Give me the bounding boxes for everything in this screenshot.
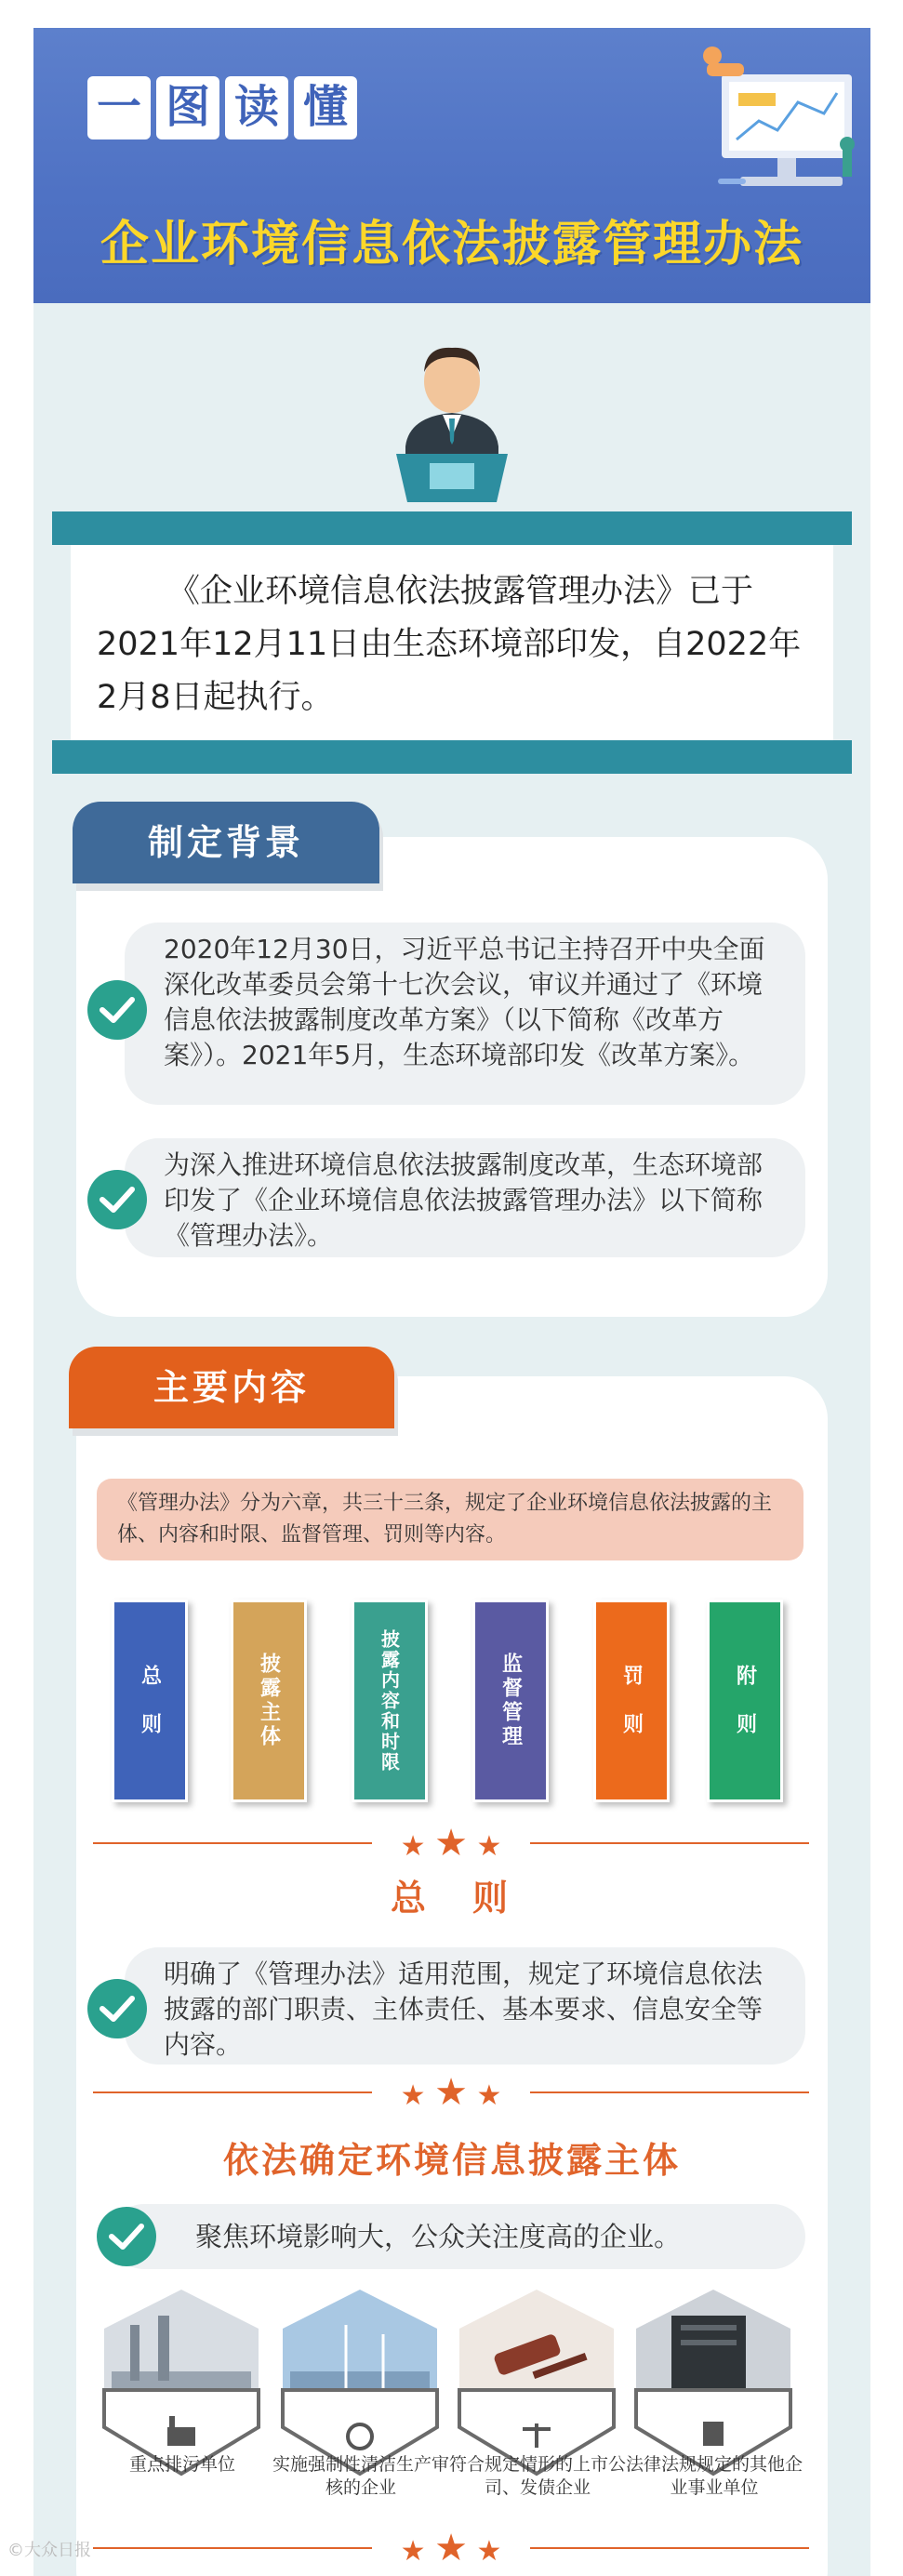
general-text: 明确了《管理办法》适用范围，规定了环境信息依法披露的部门职责、主体责任、基本要求、信息安全等内容。	[164, 1959, 764, 2060]
header-banner	[33, 28, 870, 303]
intro-card	[71, 545, 833, 740]
star-divider: ★ ★ ★	[93, 2074, 809, 2111]
subjects-bullet	[112, 2204, 805, 2269]
background-bullet	[125, 1138, 805, 1257]
chapter-supervision: 监督管理	[472, 1600, 549, 1802]
infographic-page	[33, 28, 870, 2576]
badge-char: 读	[225, 76, 288, 139]
check-icon	[97, 2207, 156, 2266]
check-icon	[87, 1170, 147, 1229]
building-icon	[703, 2422, 724, 2446]
content-section-tab: 主要内容	[69, 1347, 394, 1428]
badge-char: 图	[156, 76, 219, 139]
star-divider: ★ ★ ★	[93, 1825, 809, 1862]
watermark: ©大众日报	[7, 2541, 91, 2560]
background-bullet-text: 为深入推进环境信息依法披露制度改革，生态环境部印发了《企业环境信息依法披露管理办法》以下简称《管理办法》。	[164, 1149, 764, 1251]
chapter-general: 总 则	[112, 1600, 188, 1802]
background-section-tab: 制定背景	[73, 802, 379, 883]
subject-label: 符合规定情形的上市公司、发债企业	[448, 2454, 626, 2498]
speaker-podium-illustration	[396, 344, 508, 502]
subject-label: 法律法规规定的其他企业事业单位	[625, 2454, 803, 2498]
content-note: 《管理办法》分为六章，共三十三条，规定了企业环境信息依法披露的主体、内容和时限、监督管理、罚则等内容。	[97, 1479, 803, 1560]
general-title: 总 则	[390, 1878, 513, 1919]
chapter-penalties: 罚 则	[593, 1600, 670, 1802]
chapter-content-timing: 披露内容和时限	[352, 1600, 428, 1802]
subjects-title: 依法确定环境信息披露主体	[222, 2140, 681, 2181]
subject-label: 重点排污单位	[128, 2454, 235, 2475]
check-icon	[87, 980, 147, 1040]
general-bullet	[125, 1947, 805, 2065]
subject-label: 实施强制性清洁生产审核的企业	[272, 2454, 449, 2498]
intro-text: 《企业环境信息依法披露管理办法》已于2021年12月11日由生态环境部印发，自2022年2月8日起执行。	[97, 573, 802, 716]
intro-bottom-bar	[52, 740, 852, 774]
badge-char: 懂	[294, 76, 357, 139]
main-title: 企业环境信息依法披露管理办法	[100, 216, 803, 272]
chapter-supplementary: 附 则	[707, 1600, 783, 1802]
star-divider: ★ ★ ★	[93, 2530, 809, 2567]
chapter-subjects: 披露主体	[231, 1600, 307, 1802]
check-icon	[87, 1979, 147, 2038]
subjects-text: 聚焦环境影响大，公众关注度高的企业。	[195, 2221, 682, 2252]
computer-desk-illustration	[684, 37, 861, 205]
badge-char: 一	[87, 76, 151, 139]
background-bullet	[125, 923, 805, 1105]
background-bullet-text: 2020年12月30日，习近平总书记主持召开中央全面深化改革委员会第十七次会议，审议并通过了《环境信息依法披露制度改革方案》（以下简称《改革方案》）。2021年5月，生态环境部印发《改革方案》。	[164, 934, 765, 1070]
intro-top-bar	[52, 511, 852, 545]
